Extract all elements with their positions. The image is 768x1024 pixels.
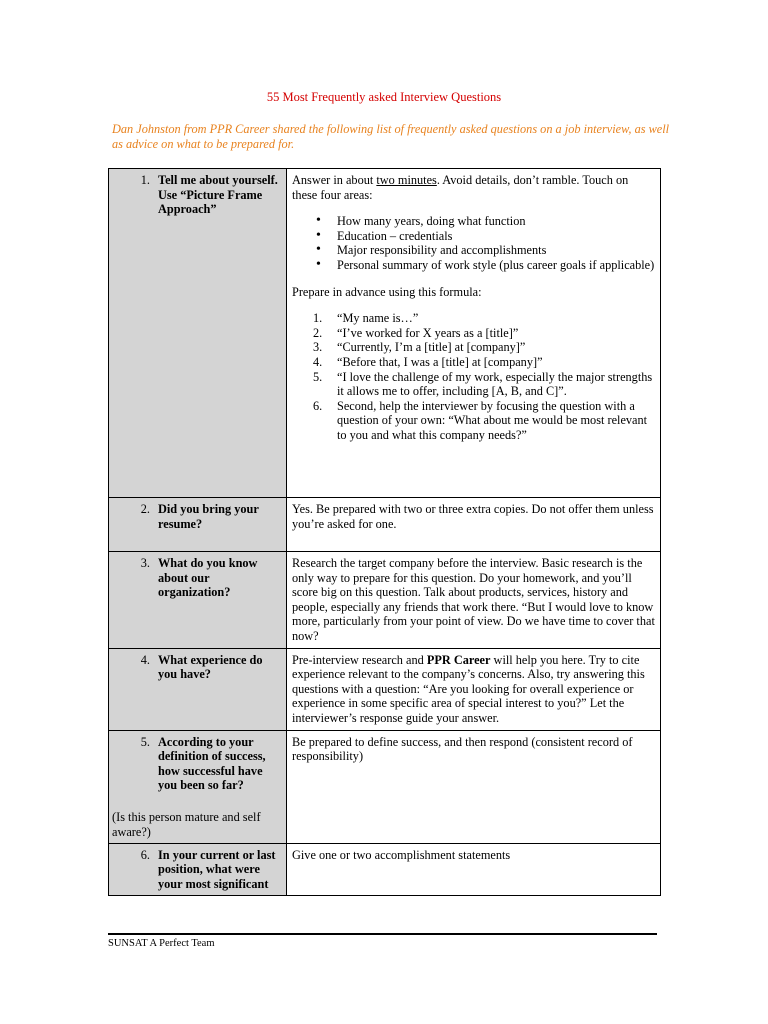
list-item (313, 325, 655, 341)
question-number: 1. (140, 173, 150, 187)
questions-table (108, 168, 661, 896)
question-number: 3. (140, 556, 150, 570)
question-number: 5. (140, 734, 150, 749)
question-cell (109, 648, 287, 730)
question-text: What experience do you have? (158, 652, 263, 682)
list-item: • How many years, doing what function (337, 214, 655, 229)
table-row (109, 730, 661, 843)
answer-cell (287, 169, 661, 498)
question-number: 6. (140, 847, 150, 862)
answer-cell (287, 730, 661, 843)
list-item: • Personal summary of work style (plus career goals if applicable) (337, 258, 655, 273)
list-text: “My name is…” (337, 311, 419, 326)
answer-text: Research the target company before the interview. Basic research is the only way to prepare for this question. Do your homework, and you’ll score big on this question. Talk about products, services, history and people, especially any friends that work there. “But I would love to know more, particularly from your point of view. Do we have time to cover that now? (292, 556, 655, 643)
table-row (109, 843, 661, 896)
list-item (313, 369, 655, 399)
answer-text (287, 649, 660, 730)
list-text: “I’ve worked for X years as a [title]” (337, 325, 519, 340)
question-cell (109, 843, 287, 896)
answer-text-post: will help you here. Try to cite experience relevant to the company’s concerns. Also, try answering this questions with a question: “Are you looking for overall experience or experience in some specific area of special interest to you?” Let the interviewer’s response guide your answer. (292, 652, 645, 725)
table-row (109, 169, 661, 498)
document-title: 55 Most Frequently asked Interview Questions (266, 90, 502, 104)
question-text: Tell me about yourself. Use “Picture Frame Approach” (158, 173, 278, 217)
list-text: Second, help the interviewer by focusing the question with a question of your own: “What about me would be most relevant to you and what this company needs?” (337, 398, 648, 442)
answer-intro-pre: Answer in about (292, 173, 377, 187)
formula-intro: Prepare in advance using this formula: (292, 284, 482, 299)
footer-divider (108, 933, 657, 935)
list-item (313, 354, 655, 370)
answer-cell (287, 843, 661, 896)
bullet-list (292, 214, 655, 272)
list-item: • Major responsibility and accomplishments (337, 243, 655, 258)
list-item (313, 398, 655, 443)
answer-text-pre: Pre-interview research and (292, 652, 427, 667)
list-number: 6. (313, 398, 323, 413)
answer-text: Yes. Be prepared with two or three extra copies. Do not offer them unless you’re asked for one. (292, 502, 654, 531)
list-number: 4. (313, 354, 323, 369)
list-number: 2. (313, 325, 323, 340)
table-row (109, 552, 661, 649)
list-number: 5. (313, 369, 323, 384)
question-number: 4. (140, 652, 150, 667)
answer-cell (287, 552, 661, 649)
question-cell (109, 498, 287, 552)
question-text: In your current or last position, what were your most significant (158, 847, 276, 891)
question-number: 2. (140, 502, 150, 516)
list-text: “Currently, I’m a [title] at [company]” (337, 340, 526, 355)
list-text: “I love the challenge of my work, especially the major strengths it allows me to offer, including [A, B, and C]”. (337, 369, 653, 399)
list-item (313, 311, 655, 326)
question-text: According to your definition of success, how successful have you been so far? (158, 734, 266, 793)
list-number: 1. (313, 311, 323, 326)
question-note: (Is this person mature and self aware?) (112, 810, 261, 839)
list-item: • Education – credentials (337, 229, 655, 244)
list-text: “Before that, I was a [title] at [company]” (337, 354, 543, 369)
answer-text: Give one or two accomplishment statements (292, 847, 511, 862)
table-row (109, 648, 661, 730)
question-cell (109, 730, 287, 843)
answer-text: Be prepared to define success, and then respond (consistent record of responsibility) (292, 734, 633, 764)
answer-intro-post: . Avoid details, don’t ramble. Touch on these four areas: (292, 173, 629, 202)
formula-list (292, 311, 655, 442)
table-row (109, 498, 661, 552)
question-cell (109, 552, 287, 649)
intro-text: Dan Johnston from PPR Career shared the following list of frequently asked questions on a job interview, as well as advice on what to be prepared for. (112, 122, 670, 151)
answer-cell (287, 498, 661, 552)
answer-intro (292, 173, 655, 202)
list-item (313, 340, 655, 355)
answer-text-bold: PPR Career (426, 652, 491, 667)
question-cell (109, 169, 287, 498)
footer-text: SUNSAT A Perfect Team (108, 938, 215, 949)
answer-cell (287, 648, 661, 730)
question-text: Did you bring your resume? (158, 502, 259, 531)
question-text: What do you know about our organization? (158, 556, 258, 600)
answer-intro-underlined: two minutes (376, 173, 437, 187)
list-number: 3. (313, 340, 323, 355)
